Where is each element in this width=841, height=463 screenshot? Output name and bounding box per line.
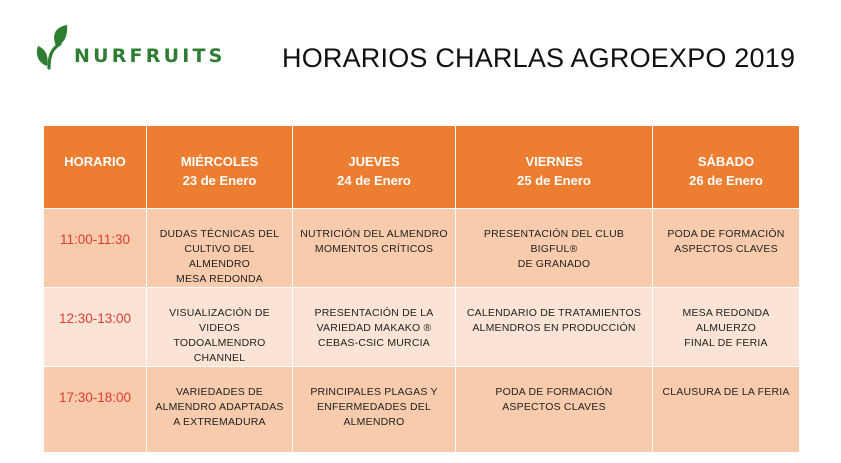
- table-row: [44, 209, 800, 288]
- column-header-jueves: JUEVES 24 de Enero: [293, 126, 456, 209]
- session-cell: MESA REDONDA ALMUERZO FINAL DE FERIA: [653, 288, 800, 367]
- session-cell: NUTRICIÓN DEL ALMENDRO MOMENTOS CRÍTICOS: [293, 209, 456, 288]
- schedule-table: [43, 125, 800, 453]
- session-cell: CALENDARIO DE TRATAMIENTOS ALMENDROS EN PRODUCCIÓN: [456, 288, 653, 367]
- table-row: [44, 367, 800, 453]
- session-cell: DUDAS TÉCNICAS DEL CULTIVO DEL ALMENDRO MESA REDONDA: [147, 209, 293, 288]
- session-cell: PRINCIPALES PLAGAS Y ENFERMEDADES DEL ALMENDRO: [293, 367, 456, 453]
- header-row: [44, 126, 800, 209]
- session-cell: VARIEDADES DE ALMENDRO ADAPTADAS A EXTREMADURA: [147, 367, 293, 453]
- column-header-viernes: VIERNES 25 de Enero: [456, 126, 653, 209]
- session-cell: PODA DE FORMACIÓN ASPECTOS CLAVES: [456, 367, 653, 453]
- page-title: HORARIOS CHARLAS AGROEXPO 2019: [282, 43, 796, 73]
- session-cell: PODA DE FORMACIÓN ASPECTOS CLAVES: [653, 209, 800, 288]
- session-cell: PRESENTACIÓN DE LA VARIEDAD MAKAKO ® CEBAS-CSIC MURCIA: [293, 288, 456, 367]
- table-row: [44, 288, 800, 367]
- column-header-horario: HORARIO: [44, 126, 147, 209]
- brand-logo: [34, 24, 234, 70]
- time-slot: 17:30-18:00: [44, 367, 147, 453]
- session-cell: PRESENTACIÓN DEL CLUB BIGFUL® DE GRANADO: [456, 209, 653, 288]
- session-cell: CLAUSURA DE LA FERIA: [653, 367, 800, 453]
- time-slot: 12:30-13:00: [44, 288, 147, 367]
- column-header-miercoles: MIÉRCOLES 23 de Enero: [147, 126, 293, 209]
- time-slot: 11:00-11:30: [44, 209, 147, 288]
- brand-name: NURFRUITS: [74, 45, 226, 67]
- session-cell: VISUALIZACIÓN DE VIDEOS TODOALMENDRO CHANNEL: [147, 288, 293, 367]
- column-header-sabado: SÁBADO 26 de Enero: [653, 126, 800, 209]
- leaf-logo-icon: [34, 24, 74, 70]
